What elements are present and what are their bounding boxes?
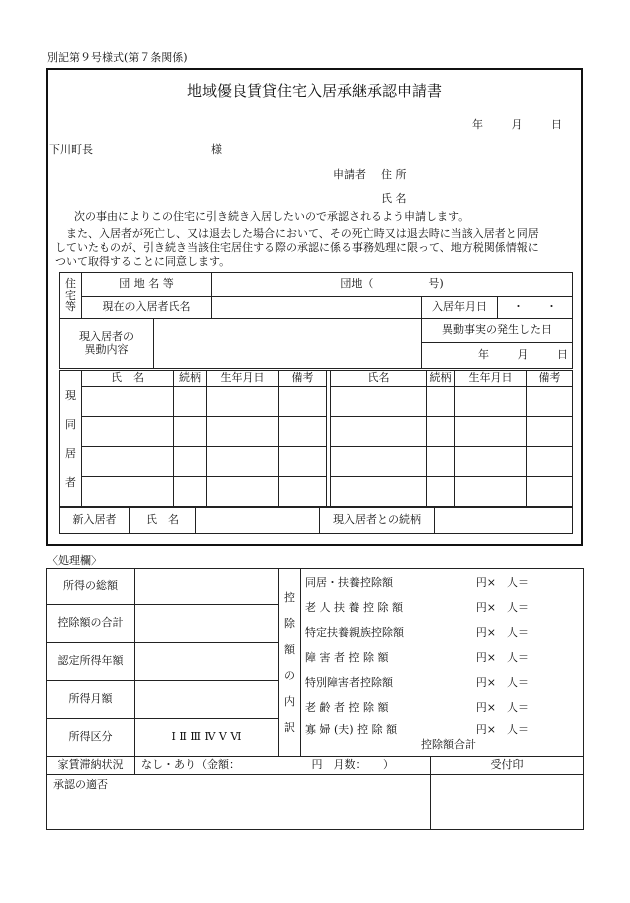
total-income-field[interactable] <box>135 569 279 605</box>
cell[interactable] <box>455 477 527 507</box>
change-content-label: 現入居者の 異動内容 <box>60 319 154 369</box>
form-id: 別記第９号様式(第７条関係) <box>47 51 188 64</box>
date-month-label: 月 <box>511 118 523 131</box>
move-in-date-field[interactable]: ・ ・ <box>498 297 573 319</box>
deduction-row: 特定扶養親族控除額 円× 人＝ <box>305 626 529 640</box>
cell[interactable] <box>82 387 174 417</box>
applicant-address-label[interactable]: 住 所 <box>381 168 407 181</box>
monthly-income-label: 所得月額 <box>47 681 135 719</box>
applicant-label: 申請者 <box>333 168 366 181</box>
cell[interactable] <box>427 387 455 417</box>
addressee-honorific: 様 <box>211 143 222 156</box>
current-resident-field[interactable] <box>212 297 422 319</box>
cell[interactable] <box>174 387 207 417</box>
income-class-options[interactable]: Ⅰ Ⅱ Ⅲ Ⅳ Ⅴ Ⅵ <box>135 719 279 757</box>
deduction-row: 老 齢 者 控 除 額 円× 人＝ <box>305 701 529 715</box>
cell[interactable] <box>427 477 455 507</box>
deduction-row: 障 害 者 控 除 額 円× 人＝ <box>305 651 529 665</box>
monthly-income-field[interactable] <box>135 681 279 719</box>
application-date[interactable] <box>472 116 562 132</box>
deduction-row: 老 人 扶 養 控 除 額 円× 人＝ <box>305 601 529 615</box>
col-relation-header: 続柄 <box>174 371 207 387</box>
cohabitants-table <box>59 370 573 507</box>
deduction-total-field[interactable] <box>135 605 279 643</box>
deduction-row: 同居・扶養控除額 円× 人＝ <box>305 576 529 590</box>
applicant-name-label[interactable]: 氏 名 <box>381 192 407 205</box>
housing-table <box>59 272 573 369</box>
cell[interactable] <box>82 477 174 507</box>
cell[interactable] <box>174 477 207 507</box>
change-content-field[interactable] <box>154 319 422 369</box>
col-remarks-header: 備考 <box>279 371 327 387</box>
cell[interactable] <box>207 447 279 477</box>
cell[interactable] <box>331 387 427 417</box>
move-in-date-label: 入居年月日 <box>422 297 498 319</box>
cell[interactable] <box>279 477 327 507</box>
cell[interactable] <box>82 417 174 447</box>
cell[interactable] <box>527 387 573 417</box>
cell[interactable] <box>174 417 207 447</box>
deduction-row: 特別障害者控除額 円× 人＝ <box>305 676 529 690</box>
approval-field[interactable] <box>47 775 431 830</box>
housing-side-label: 住 宅 等 <box>60 273 82 319</box>
cell[interactable] <box>207 417 279 447</box>
table-row <box>60 387 573 417</box>
new-resident-name-label: 氏 名 <box>130 508 196 534</box>
new-resident-label: 新入居者 <box>60 508 130 534</box>
cell[interactable] <box>174 447 207 477</box>
cell[interactable] <box>82 447 174 477</box>
cohabitants-side-label: 現 同 居 者 <box>60 371 82 507</box>
change-occurred-label: 異動事実の発生した日 <box>422 319 573 343</box>
current-resident-label: 現在の入居者氏名 <box>82 297 212 319</box>
receipt-stamp-area[interactable] <box>431 775 584 830</box>
col-name-header: 氏 名 <box>82 371 174 387</box>
deduction-total-row-label: 控除額の合計 <box>47 605 135 643</box>
col-relation-header-2: 続柄 <box>427 371 455 387</box>
cell[interactable] <box>455 417 527 447</box>
complex-name-label: 団 地 名 等 <box>82 273 212 297</box>
annual-income-field[interactable] <box>135 643 279 681</box>
cell[interactable] <box>279 387 327 417</box>
col-name-header-2: 氏名 <box>331 371 427 387</box>
cell[interactable] <box>455 447 527 477</box>
cell[interactable] <box>427 417 455 447</box>
new-resident-table <box>59 507 573 534</box>
table-row <box>60 417 573 447</box>
relation-to-resident-field[interactable] <box>435 508 573 534</box>
cell[interactable] <box>331 477 427 507</box>
rent-arrears-label: 家賃滞納状況 <box>47 757 135 775</box>
statement-consent-line2: していたものが、引き続き当該住宅居住する際の承認に係る事務処理に限って、地方税関係情報に <box>55 241 539 254</box>
cell[interactable] <box>331 417 427 447</box>
cell[interactable] <box>207 477 279 507</box>
col-remarks-header-2: 備考 <box>527 371 573 387</box>
table-row <box>60 447 573 477</box>
statement-consent-line3: ついて取得することに同意します。 <box>55 255 231 268</box>
total-income-label: 所得の総額 <box>47 569 135 605</box>
receipt-stamp-label: 受付印 <box>431 757 584 775</box>
annual-income-label: 認定所得年額 <box>47 643 135 681</box>
cell[interactable] <box>427 447 455 477</box>
cell[interactable] <box>527 477 573 507</box>
statement-consent-line1: また、入居者が死亡し、又は退去した場合において、その死亡時又は退去時に当該入居者と同居 <box>66 227 539 240</box>
income-class-label: 所得区分 <box>47 719 135 757</box>
cell[interactable] <box>279 447 327 477</box>
cell[interactable] <box>527 447 573 477</box>
cell[interactable] <box>455 387 527 417</box>
date-year-label: 年 <box>472 118 483 131</box>
complex-name-field[interactable]: 団地（ 号) <box>212 273 573 297</box>
processing-table <box>46 568 584 830</box>
table-row <box>60 477 573 507</box>
new-resident-name-field[interactable] <box>196 508 320 534</box>
form-title: 地域優良賃貸住宅入居承継承認申請書 <box>186 82 442 100</box>
col-birthdate-header-2: 生年月日 <box>455 371 527 387</box>
cell[interactable] <box>279 417 327 447</box>
deduction-total-label: 控除額合計 <box>421 738 476 751</box>
deduction-row: 寡 婦 (夫) 控 除 額 円× 人＝ <box>305 722 529 736</box>
statement-request: 次の事由によりこの住宅に引き続き入居したいので承認されるよう申請します。 <box>74 210 470 223</box>
col-birthdate-header: 生年月日 <box>207 371 279 387</box>
addressee-name: 下川町長 <box>49 143 93 156</box>
relation-to-resident-label: 現入居者との続柄 <box>320 508 435 534</box>
approval-label: 承認の適否 <box>53 778 108 791</box>
deduction-breakdown[interactable] <box>301 569 584 757</box>
cell[interactable] <box>207 387 279 417</box>
rent-arrears-field[interactable]: なし・あり（金額： 円 月数： ） <box>135 757 431 775</box>
change-occurred-date[interactable]: 年 月 日 <box>422 343 573 369</box>
deduction-breakdown-side-label: 控 除 額 の 内 訳 <box>279 569 301 757</box>
date-day-label: 日 <box>551 118 562 131</box>
cell[interactable] <box>527 417 573 447</box>
processing-label: 〈処理欄〉 <box>47 554 102 567</box>
cell[interactable] <box>331 447 427 477</box>
